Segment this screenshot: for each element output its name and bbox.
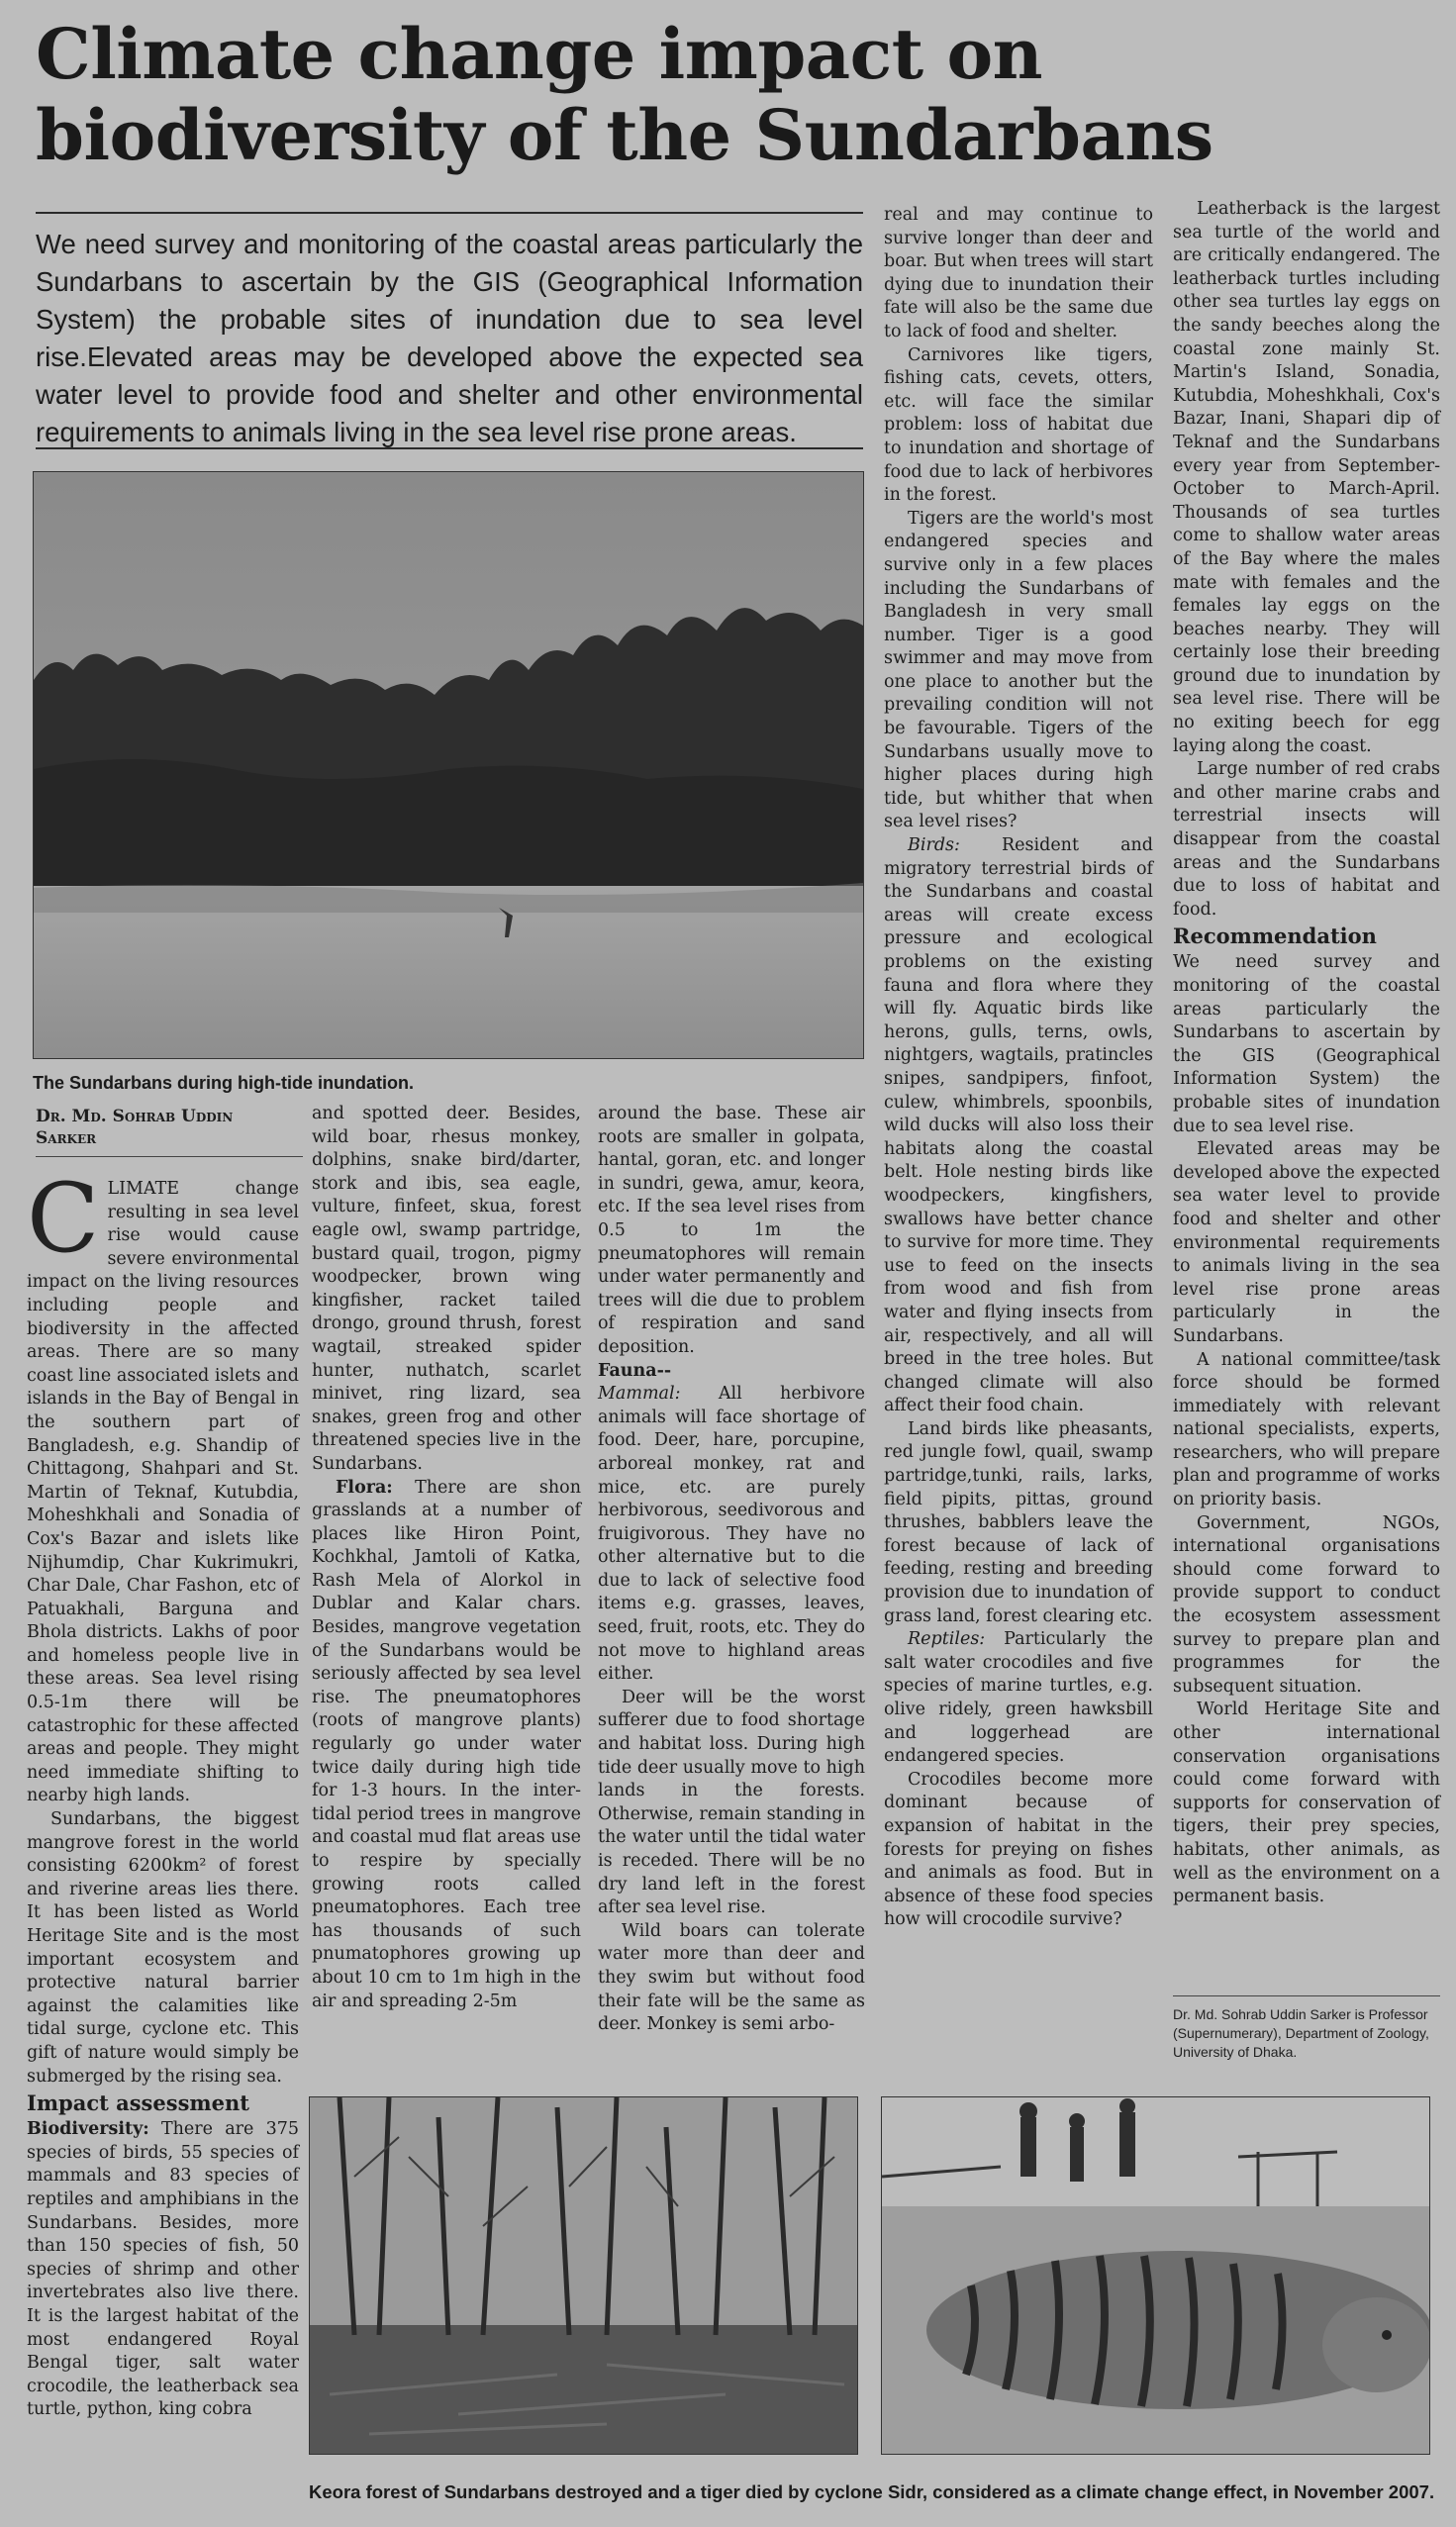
column-3 [598,1103,865,2037]
recommendation-elevated-paragraph: Elevated areas may be developed above the expected sea water level to provide food and shelter and other environmental requirements to animals living in the sea level rise prone areas particularly in the Sundarbans. [1173,1139,1440,1346]
flora-paragraph: Flora: There are shon grasslands at a number of places like Hiron Point, Kochkhal, Jamtoli of Katka, Rash Mela of Alorkol in Dublar and Kalar chars. Besides, mangrove vegetation of the Sundarbans would be seriously affected by sea level rise. The pneumatophores (roots of mangrove plants) regularly go under water twice daily during high tide for 1-3 hours. In the inter-tidal period trees in mangrove and coastal mud flat areas use to respire by specially growing roots called pneumatophores. Each tree has thousands of such pnumatophores growing up about 10 cm to 1m high in the air and spreading 2-5m [312,1477,581,2011]
monkey-paragraph: real and may continue to survive longer than deer and boar. But when trees will start dying due to inundation their fate will also be the same due to lack of food and shelter. [884,205,1153,341]
birds-paragraph: Birds: Resident and migratory terrestrial birds of the Sundarbans and coastal areas will create excess pressure and ecological problems on the existing fauna and flora where they will fly. Aquatic birds like herons, gulls, terns, owls, nightgers, wagtails, pratincles snipes, sandpipers, finfoot, culew, whimbrels, spoonbils, wild ducks will also loss their habitats along the coastal belt. Hole nesting birds like woodpeckers, kingfishers, swallows have better chance to survive for more time. They use to feed on the insects from wood and fish from water and flying insects from air, respectively, and all will breed in the tree holes. But changed climate will also affect their food chain. [884,835,1153,1416]
biodiversity-paragraph: Biodiversity: There are 375 species of birds, 55 species of mammals and 83 species of reptiles and amphibians in the Sundarbans. Besides, more than 150 species of fish, 50 species of shrimp and other invertebrates also live there. It is the largest habitat of the most endangered Royal Bengal tiger, salt water crocodile, the leatherback sea turtle, python, king cobra [27,2119,299,2420]
carnivores-paragraph: Carnivores like tigers, fishing cats, cevets, otters, etc. will face the similar problem: loss of habitat due to inundation and shortage of food due to lack of herbivores in the forest. [884,344,1153,506]
destroyed-keora-forest-image [310,2097,857,2454]
recommendation-heading: Recommendation [1173,923,1377,949]
column-5 [1173,198,1440,1909]
drop-cap: C [27,1163,100,1274]
roots-paragraph: around the base. These air roots are smaller in golpata, hantal, goran, etc. and longer in sundri, gewa, amur, keora, etc. If the sea level rises from 0.5 to 1m the pneumatophores will remain under water permanently and trees will die due to problem of respiration and sand deposition. [598,1104,865,1357]
top-photo-caption: The Sundarbans during high-tide inundation. [33,1073,414,1093]
author-bio: Dr. Md. Sohrab Uddin Sarker is Professor (Supernumerary), Department of Zoology, University of Dhaka. [1173,2006,1429,2060]
deck-text: We need survey and monitoring of the coastal areas particularly the Sundarbans to ascertain by the GIS (Geographical Information System) the probable sites of inundation due to sea level rise.Elevated areas may be developed above the expected sea water level to provide food and shelter and other environmental requirements to animals living in the sea level rise prone areas. [36,229,863,447]
recommendation-committee-paragraph: A national committee/task force should be formed immediately with relevant national specialists, experts, researchers, who will prepare plan and programme of works on priority basis. [1173,1349,1440,1510]
column-2 [312,1103,581,2013]
deck-top-rule [36,212,863,214]
recommendation-survey-paragraph: We need survey and monitoring of the coastal areas particularly the Sundarbans to ascertain by the GIS (Geographical Information System) the probable sites of inundation due to sea level rise. [1173,952,1440,1136]
bio-rule [1173,1995,1440,1996]
bottom-right-photo [881,2096,1430,2455]
mammal-paragraph: Mammal: All herbivore animals will face shortage of food. Deer, hare, porcupine, arboreal monkey, rat and mice, etc. are purely herbivorous, seedivorous and fruigivorous. They have no other alternative but to die due to lack of selective food items e.g. grasses, leaves, seed, fruit, roots, etc. They do not move to highland areas either. [598,1384,865,1685]
recommendation-government-paragraph: Government, NGOs, international organisations should come forward to provide support to conduct the ecosystem assessment survey to prepare plan and programmes for the subsequent situation. [1173,1512,1440,1697]
recommendation-heritage-paragraph: World Heritage Site and other international conservation organisations could come forward with supports for conservation of tigers, their prey species, habitats, other animals, as well as the environment on a permanent basis. [1173,1700,1440,1907]
byline-line-1: Dr. Md. Sohrab Uddin [36,1107,234,1126]
fauna-heading: Fauna-- [598,1360,672,1381]
tigers-paragraph: Tigers are the world's most endangered species and survive only in a few places including the Sundarbans of Bangladesh in very small number. Tiger is a good swimmer and may move from one place to another but the prevailing condition will not be favourable. Tigers of the Sundarbans usually move to higher places during high tide, but whither that when sea level rises? [884,508,1153,832]
reptiles-paragraph: Reptiles: Particularly the salt water crocodiles and five species of marine turtles, e.g. olive ridely, green hawksbill and loggerhead are endangered species. [884,1629,1153,1767]
land-birds-paragraph: Land birds like pheasants, red jungle fowl, quail, swamp partridge,tunki, rails, larks, field pipits, pittas, ground thrushes, babblers leave the forest because of lack of feeding, resting and breeding provision due to inundation of grass land, forest clearing etc. [884,1418,1153,1626]
top-photo [33,471,864,1059]
deck-bottom-rule [36,447,863,449]
column-4 [884,204,1153,1932]
sundarbans-paragraph: Sundarbans, the biggest mangrove forest in the world consisting 6200km² of forest and riverine areas lies there. It has been listed as World Heritage Site and is the most important ecosystem and protective natural barrier against the calamities like tidal surge, cyclone etc. This gift of nature would simply be submerged by the rising sea. [27,1809,299,2087]
column-1 [27,1163,299,2422]
byline [36,1106,283,1149]
headline: Climate change impact on biodiversity of the Sundarbans [36,13,1213,176]
sundarbans-high-tide-image [34,472,863,1058]
byline-rule [36,1156,303,1157]
leatherback-paragraph: Leatherback is the largest sea turtle of the world and are critically endangered. The leatherback turtles including other sea turtles lay eggs on the sandy beeches along the coastal zone mainly St. Martin's Island, Sonadia, Kutubdia, Moheshkhali, Cox's Bazar, Inani, Shapari dip of Teknaf and the Sundarbans every year from September-October to March-April. Thousands of sea turtles come to shallow water areas of the Bay where the males mate with females and the females lay eggs on the beaches nearby. They will certainly lose their breeding ground due to inundation by sea level rise. There will be no exiting beech for egg laying along the coast. [1173,199,1440,756]
species-paragraph: and spotted deer. Besides, wild boar, rhesus monkey, dolphins, snake bird/darter, stork and ibis, sea eagle, vulture, finfeet, skua, forest eagle owl, swamp partridge, bustard quail, trogon, pigmy woodpecker, brown wing kingfisher, racket tailed drongo, ground thrush, forest wagtail, streaked spider hunter, nuthatch, scarlet minivet, ring lizard, sea snakes, green frog and other threatened species live in the Sundarbans. [312,1104,581,1474]
bottom-left-photo [309,2096,858,2455]
crocodiles-paragraph: Crocodiles become more dominant because of expansion of habitat in the forests for preying on fishes and animals as food. But in absence of these food species how will crocodile survive? [884,1769,1153,1930]
deer-paragraph: Deer will be the worst sufferer due to food shortage and habitat loss. During high tide deer usually move to high lands in the forests. Otherwise, remain standing in the water until the tidal water is receded. There will be no dry land left in the forest after sea level rise. [598,1687,866,1918]
crabs-paragraph: Large number of red crabs and other marine crabs and terrestrial insects will disappear from the coastal areas and the Sundarbans due to loss of habitat and food. [1173,759,1440,920]
intro-paragraph: CLIMATE change resulting in sea level rise would cause severe environmental impact on the living resources including people and biodiversity in the affected areas. There are so many coast line associated islets and islands in the Bay of Bengal in the southern part of Bangladesh, e.g. Shandip of Chittagong, Shahpari and St. Martin of Teknaf, Kutubdia, Moheshkhali and Sonadia of Cox's Bazar and islets like Nijhumdip, Char Kukrimukri, Char Dale, Char Fashon, etc of Patuakhali, Barguna and Bhola districts. Lakhs of poor and homeless people live in these areas. Sea level rising 0.5-1m there will be catastrophic for these affected areas and people. They might need immediate shifting to nearby high lands. [27,1163,299,1806]
boar-paragraph: Wild boars can tolerate water more than deer and they swim but without food their fate will be the same as deer. Monkey is semi arbo- [598,1920,865,2035]
bottom-photos-caption: Keora forest of Sundarbans destroyed and a tiger died by cyclone Sidr, considered as a climate change effect, in November 2007. [309,2481,1435,2502]
impact-assessment-heading: Impact assessment [27,2090,249,2116]
byline-line-2: Sarker [36,1128,97,1148]
dead-tiger-image [882,2097,1429,2454]
